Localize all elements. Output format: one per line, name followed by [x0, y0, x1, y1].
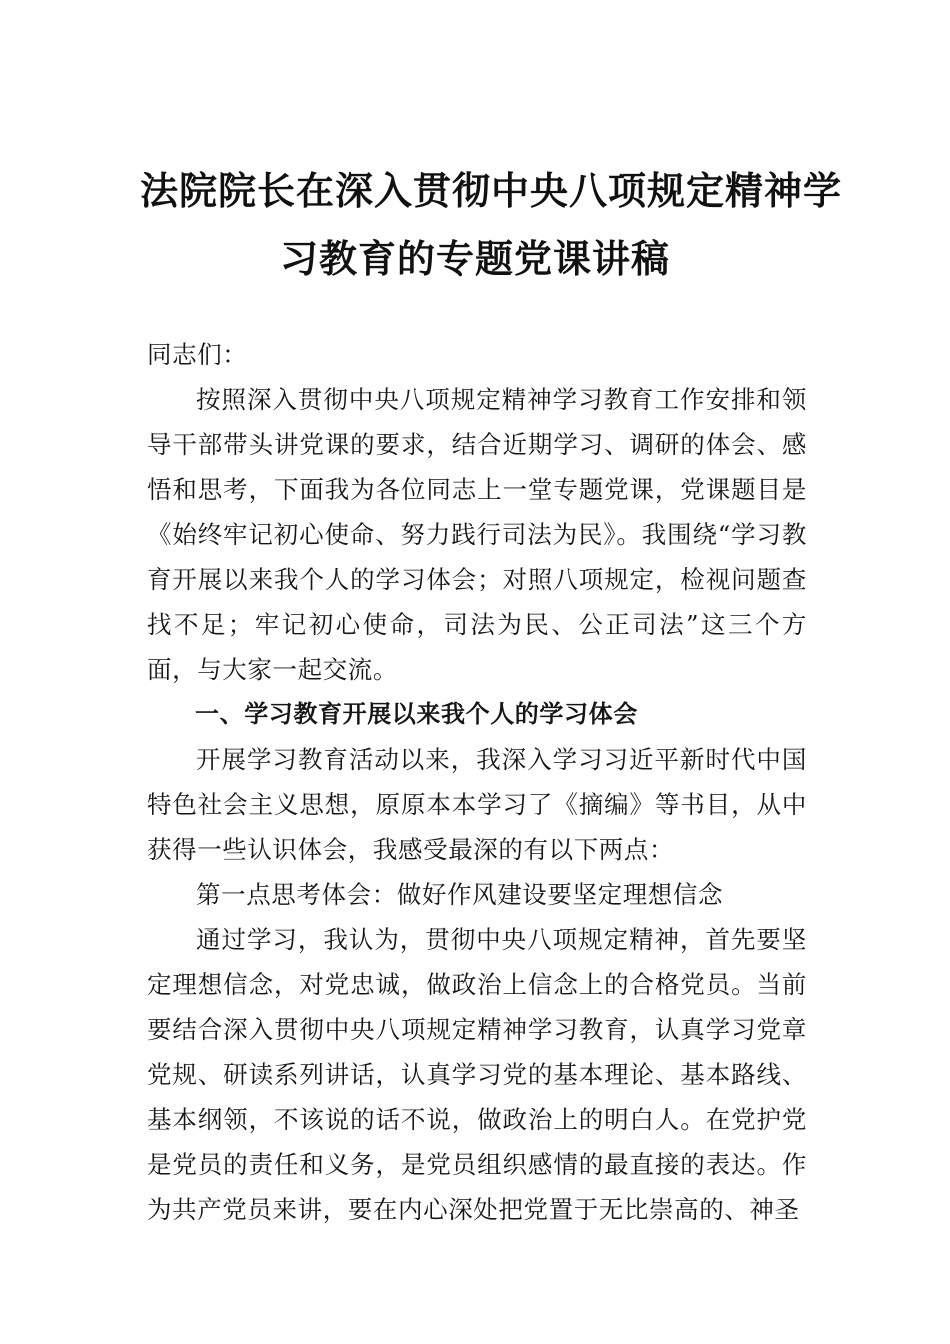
document-title-line-1: 法院院长在深入贯彻中央八项规定精神学: [140, 168, 843, 213]
point-1-heading: 第一点思考体会：做好作风建设要坚定理想信念: [196, 880, 724, 909]
section-1-paragraph: 开展学习教育活动以来，我深入学习习近平新时代中国特色社会主义思想，原原本本学习了《摘编》等书目，从中获得一些认识体会，我感受最深的有以下两点：: [147, 745, 807, 864]
document-body: [147, 332, 807, 1232]
document-title-line-2: 习教育的专题党课讲稿: [279, 236, 670, 281]
point-1-paragraph: 通过学习，我认为，贯彻中央八项规定精神，首先要坚定理想信念，对党忠诚，做政治上信念上的合格党员。当前要结合深入贯彻中央八项规定精神学习教育，认真学习党章党规、研读系列讲话，认真学习党的基本理论、基本路线、基本纲领，不该说的话不说，做政治上的明白人。在党护党是党员的责任和义务，是党员组织感情的最直接的表达。作为共产党员来讲，要在内心深处把党置于无比崇高的、神圣: [147, 925, 807, 1224]
intro-paragraph: 按照深入贯彻中央八项规定精神学习教育工作安排和领导干部带头讲党课的要求，结合近期学习、调研的体会、感悟和思考，下面我为各位同志上一堂专题党课，党课题目是《始终牢记初心使命、努力践行司法为民》。我围绕“学习教育开展以来我个人的学习体会；对照八项规定，检视问题查找不足；牢记初心使命，司法为民、公正司法”这三个方面，与大家一起交流。: [147, 385, 807, 684]
salutation: 同志们：: [147, 340, 248, 369]
section-1-heading: 一、学习教育开展以来我个人的学习体会: [195, 700, 638, 728]
